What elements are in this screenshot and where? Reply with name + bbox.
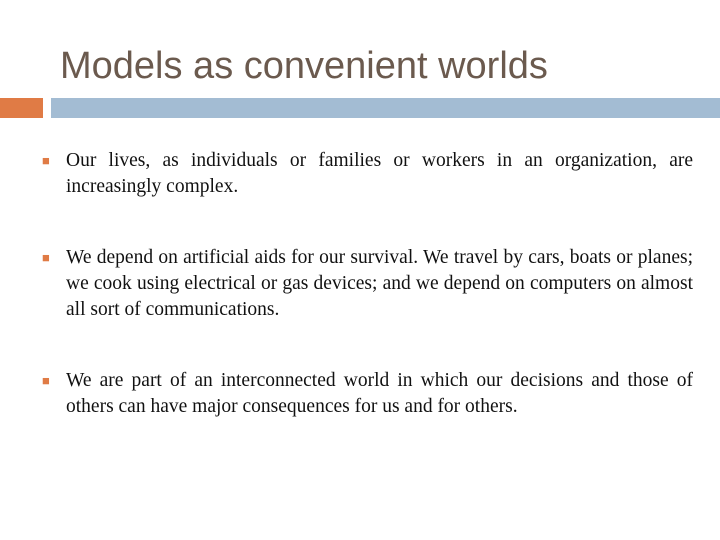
bullet-item: [42, 368, 693, 420]
bullet-item: [42, 148, 693, 200]
bullet-text: We depend on artificial aids for our survival. We travel by cars, boats or planes; we cook using electrical or gas devices; and we depend on computers on almost all sort of communications.: [66, 247, 693, 320]
bullet-list: [42, 148, 693, 420]
bullet-text: We are part of an interconnected world in which our decisions and those of others can have major consequences for us and for others.: [66, 370, 693, 417]
bullet-item: [42, 245, 693, 323]
square-bullet-icon: ■: [42, 250, 50, 265]
title-rule-bar: [51, 98, 720, 118]
slide-title: Models as convenient worlds: [60, 45, 548, 87]
square-bullet-icon: ■: [42, 373, 50, 388]
bullet-text: Our lives, as individuals or families or workers in an organization, are increasingly complex.: [66, 150, 693, 197]
square-bullet-icon: ■: [42, 153, 50, 168]
accent-bar: [0, 98, 43, 118]
